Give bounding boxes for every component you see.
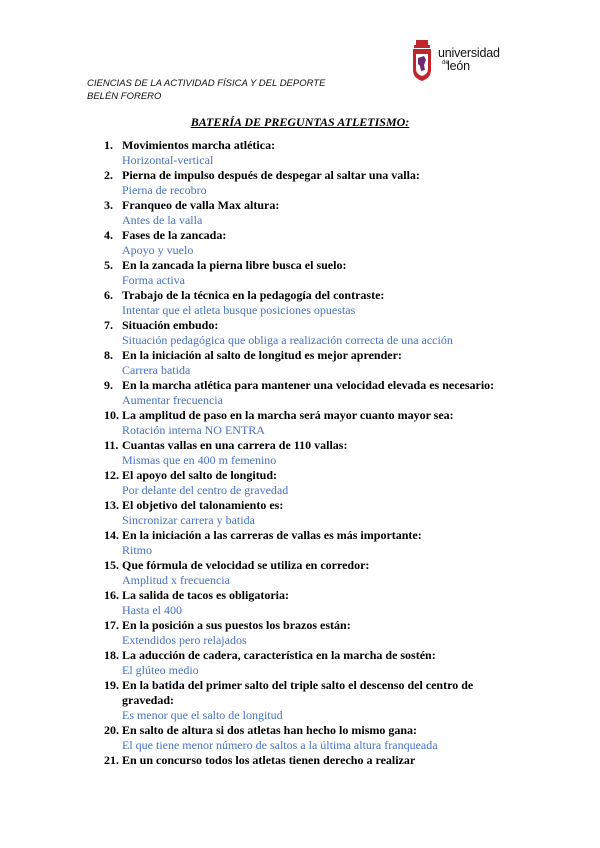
question-item [104, 318, 504, 348]
question-item [104, 378, 504, 408]
question-text: En salto de altura si dos atletas han hecho lo mismo gana: [122, 723, 418, 737]
question-text: Franqueo de valla Max altura: [122, 198, 280, 212]
logo-text-leon: león [447, 59, 470, 73]
question-item [104, 753, 504, 768]
question-number: 3. [104, 198, 113, 212]
answer-text: El que tiene menor número de saltos a la última altura franqueada [122, 738, 438, 752]
answer-text: Apoyo y vuelo [122, 243, 194, 257]
question-number: 8. [104, 348, 113, 362]
question-number: 10. [104, 408, 119, 422]
question-number: 19. [104, 678, 119, 692]
question-text: La salida de tacos es obligatoria: [122, 588, 289, 602]
logo-text-de: de [442, 60, 449, 66]
question-item [104, 678, 504, 723]
question-number: 15. [104, 558, 119, 572]
answer-text: Forma activa [122, 273, 185, 287]
question-text: En la posición a sus puestos los brazos están: [122, 618, 351, 632]
question-text: En la batida del primer salto del triple salto el descenso del centro de gravedad: [122, 678, 474, 707]
question-item [104, 588, 504, 618]
question-text: En la iniciación a las carreras de vallas es más importante: [122, 528, 422, 542]
answer-text: Ritmo [122, 543, 153, 557]
question-text: Fases de la zancada: [122, 228, 227, 242]
question-item [104, 348, 504, 378]
question-text: En un concurso todos los atletas tienen derecho a realizar [122, 753, 416, 767]
question-number: 4. [104, 228, 113, 242]
answer-text: Mismas que en 400 m femenino [122, 453, 277, 467]
question-text: En la iniciación al salto de longitud es mejor aprender: [122, 348, 402, 362]
question-number: 9. [104, 378, 113, 392]
answer-text: El glúteo medio [122, 663, 199, 677]
question-text: En la marcha atlética para mantener una velocidad elevada es necesario: [122, 378, 495, 392]
question-number: 17. [104, 618, 119, 632]
question-number: 20. [104, 723, 119, 737]
answer-text: Horizontal-vertical [122, 153, 214, 167]
question-text: El apoyo del salto de longitud: [122, 468, 278, 482]
university-logo [411, 40, 506, 84]
question-number: 6. [104, 288, 113, 302]
question-number: 16. [104, 588, 119, 602]
question-text: La amplitud de paso en la marcha será mayor cuanto mayor sea: [122, 408, 454, 422]
question-number: 11. [104, 438, 119, 452]
author-header: BELÉN FORERO [87, 91, 162, 102]
question-item [104, 528, 504, 558]
page-title: BATERÍA DE PREGUNTAS ATLETISMO: [190, 115, 410, 129]
question-text: Situación embudo: [122, 318, 219, 332]
answer-text: Antes de la valla [122, 213, 203, 227]
question-item [104, 228, 504, 258]
question-text: Pierna de impulso después de despegar al saltar una valla: [122, 168, 420, 182]
question-item [104, 168, 504, 198]
question-item [104, 288, 504, 318]
question-number: 12. [104, 468, 119, 482]
question-item [104, 648, 504, 678]
question-number: 5. [104, 258, 113, 272]
question-item [104, 258, 504, 288]
question-item [104, 138, 504, 168]
question-item [104, 408, 504, 438]
question-number: 21. [104, 753, 119, 767]
question-text: En la zancada la pierna libre busca el suelo: [122, 258, 347, 272]
answer-text: Rotación interna NO ENTRA [122, 423, 265, 437]
question-text: La aducción de cadera, característica en la marcha de sostén: [122, 648, 436, 662]
answer-text: Aumentar frecuencia [122, 393, 223, 407]
question-item [104, 558, 504, 588]
question-number: 14. [104, 528, 119, 542]
question-number: 18. [104, 648, 119, 662]
course-header: CIENCIAS DE LA ACTIVIDAD FÍSICA Y DEL DEPORTE [87, 78, 326, 89]
answer-text: Por delante del centro de gravedad [122, 483, 289, 497]
question-number: 13. [104, 498, 119, 512]
answer-text: Amplitud x frecuencia [122, 573, 230, 587]
answer-text: Pierna de recobro [122, 183, 207, 197]
answer-text: Hasta el 400 [122, 603, 182, 617]
question-item [104, 618, 504, 648]
question-text: El objetivo del talonamiento es: [122, 498, 284, 512]
question-item [104, 198, 504, 228]
answer-text: Sincronizar carrera y batida [122, 513, 255, 527]
answer-text: Intentar que el atleta busque posiciones opuestas [122, 303, 356, 317]
logo-text-universidad: universidad [438, 46, 500, 60]
question-item [104, 498, 504, 528]
question-text: Trabajo de la técnica en la pedagogía del contraste: [122, 288, 385, 302]
answer-text: Extendidos pero relajados [122, 633, 247, 647]
question-text: Movimientos marcha atlética: [122, 138, 276, 152]
university-crest-icon [411, 40, 433, 82]
answer-text: Carrera batida [122, 363, 191, 377]
question-number: 2. [104, 168, 113, 182]
question-text: Cuantas vallas en una carrera de 110 vallas: [122, 438, 348, 452]
question-item [104, 468, 504, 498]
question-text: Que fórmula de velocidad se utiliza en corredor: [122, 558, 370, 572]
question-number: 1. [104, 138, 113, 152]
question-item [104, 438, 504, 468]
answer-text: Situación pedagógica que obliga a realización correcta de una acción [122, 333, 453, 347]
question-number: 7. [104, 318, 113, 332]
question-item [104, 723, 504, 753]
answer-text: Es menor que el salto de longitud [122, 708, 283, 722]
